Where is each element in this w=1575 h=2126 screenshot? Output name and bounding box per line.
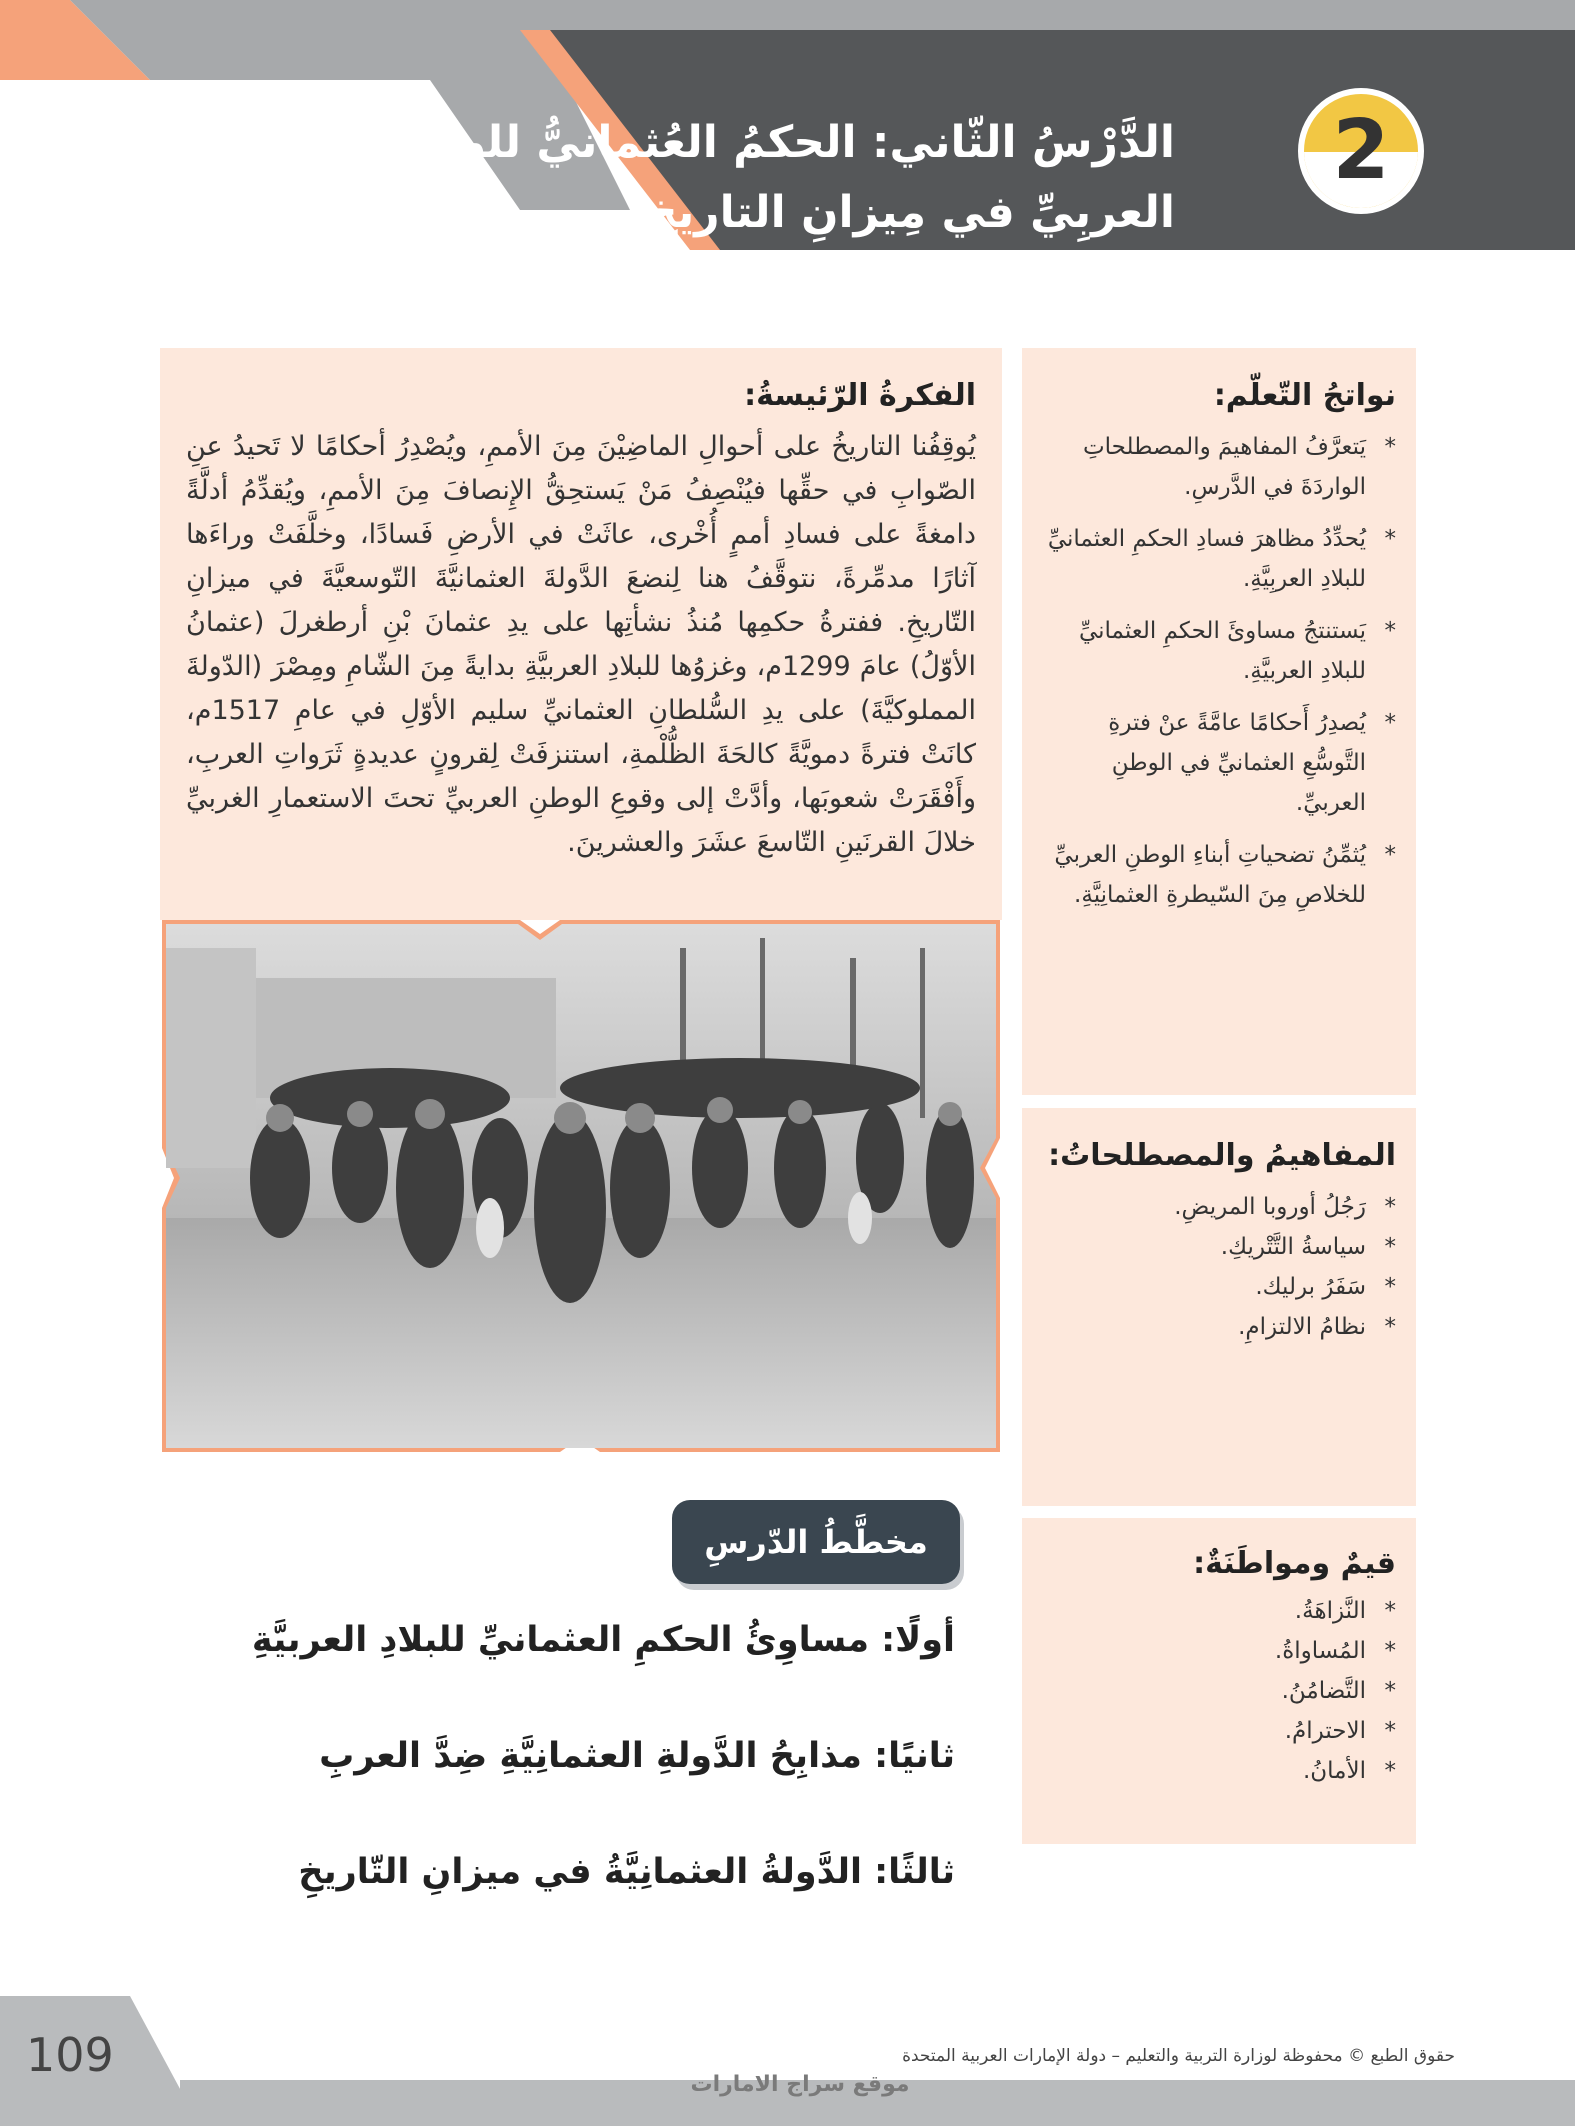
concepts-heading: المفاهيمُ والمصطلحاتُ: — [1048, 1138, 1396, 1173]
list-item: * الاحترامُ. — [1284, 1718, 1396, 1744]
list-item: * الأمانُ. — [1302, 1758, 1396, 1784]
page-number: 109 — [26, 2028, 114, 2082]
values-panel — [1022, 1518, 1416, 1844]
outline-item-1: أولًا: مساوِئُ الحكمِ العثمانيِّ للبلادِ العربيَّةِ — [251, 1620, 955, 1660]
list-item: * يُصدِرُ أَحكامًا عامَّةً عنْ فترةِ التَّوسُّعِ العثمانيِّ في الوطنِ العربيِّ. — [1108, 710, 1396, 816]
list-item: * التَّضامُنُ. — [1281, 1678, 1396, 1704]
concepts-panel — [1022, 1108, 1416, 1506]
list-item: * يُثمِّنُ تضحياتِ أبناءِ الوطنِ العربيِّ للخلاصِ مِنَ السّيطرةِ العثمانِيَّةِ. — [1054, 842, 1396, 908]
list-item: * يَستنتجُ مساوئَ الحكمِ العثمانيِّ للبلادِ العربيَّةِ. — [1078, 618, 1396, 684]
outline-item-2: ثانيًا: مذابِحُ الدَّولةِ العثمانِيَّةِ ضِدَّ العربِ — [319, 1736, 955, 1776]
lesson-outline-label: مخطَّطُ الدّرسِ — [672, 1500, 960, 1584]
list-item: * يُحدِّدُ مظاهرَ فسادِ الحكمِ العثمانيِّ للبلادِ العربِيَّةِ. — [1047, 526, 1396, 592]
main-idea-text: يُوقِفُنا التاريخُ على أحوالِ الماضِيْنَ مِنَ الأممِ، ويُصْدِرُ أحكامًا لا تَحيدُ عنِ الصّوابِ في حقِّها فيُنْصِفُ مَنْ يَستحِقُّ الإِنصافَ مِنَ الأممِ، ويُقدِّمُ أدلَّةً دامغةً على فسادِ أممٍ أُخْرى، عاثَتْ في الأرضِ فَسادًا، وخلَّفَتْ وراءَها آثارًا مدمِّرةً، نتوقَّفُ هنا لِنضعَ الدَّولةَ العثمانيَّةَ التّوسعيَّةَ في ميزانِ التّاريخِ. ففترةُ حكمِها مُنذُ نشأتِها على يدِ عثمانَ بْنِ أرطغرلَ (عثمانُ الأوّلُ) عامَ 1299م، وغزوُها للبلادِ العربيَّةِ بدايةً مِنَ الشّامِ ومِصْرَ (الدّولةَ المملوكيَّةَ) على يدِ السُّلطانِ العثمانيِّ سليم الأوّلِ في عامِ 1517م، كانَتْ فترةً دمويَّةً كالحَةَ الظُّلْمةِ، استنزفَتْ لِقرونٍ عديدةٍ ثَرَواتِ العربِ، وأَفْقَرَتْ شعوبَها، وأدَّتْ إلى وقوعِ الوطنِ العربيِّ تحتَ الاستعمارِ الغربيِّ خلالَ القرنَينِ التّاسعَ عشَرَ والعشرينَ. — [186, 431, 976, 858]
list-item: * سياسةُ التَّتْريكِ. — [1220, 1234, 1396, 1260]
list-item: * المُساواةُ. — [1274, 1638, 1396, 1664]
lesson-title-line2: العربِيِّ في مِيزانِ التاريخِ — [646, 187, 1175, 238]
values-heading: قيمٌ ومواطَنَةٌ: — [1193, 1546, 1396, 1581]
list-item: * يَتعرَّفُ المفاهيمَ والمصطلحاتِ الواردَةَ في الدَّرسِ. — [1082, 434, 1396, 500]
values-list — [1046, 1591, 1396, 1791]
list-item: * رَجُلُ أوروبا المريضِ. — [1174, 1194, 1396, 1220]
learning-outcomes-panel — [1022, 348, 1416, 1095]
list-item: * سَفَرُ برليك. — [1255, 1274, 1396, 1300]
lesson-title-line1: الدَّرْسُ الثّاني: الحكمُ العُثمانيُّ للوطن — [377, 117, 1175, 168]
concepts-list — [1046, 1187, 1396, 1347]
learning-outcomes-heading: نواتجُ التّعلّم: — [1213, 378, 1396, 413]
learning-outcomes-list — [1046, 427, 1396, 915]
main-idea-panel — [160, 348, 1002, 920]
main-idea-heading: الفكرةُ الرّئيسةُ: — [744, 378, 976, 413]
list-item: * نظامُ الالتزامِ. — [1238, 1314, 1396, 1340]
list-item: * النَّزاهَةُ. — [1294, 1598, 1396, 1624]
historical-photo — [160, 918, 1002, 1454]
copyright-notice: حقوق الطبع © محفوظة لوزارة التربية والتعليم – دولة الإمارات العربية المتحدة — [902, 2046, 1455, 2066]
outline-item-3: ثالثًا: الدَّولةُ العثمانِيَّةُ في ميزانِ التّاريخِ — [298, 1852, 955, 1892]
footer-site-name: موقع سراج الامارات — [690, 2072, 910, 2097]
lesson-title — [375, 108, 1175, 248]
lesson-number: 2 — [1332, 103, 1390, 198]
lesson-number-badge — [1298, 88, 1424, 214]
